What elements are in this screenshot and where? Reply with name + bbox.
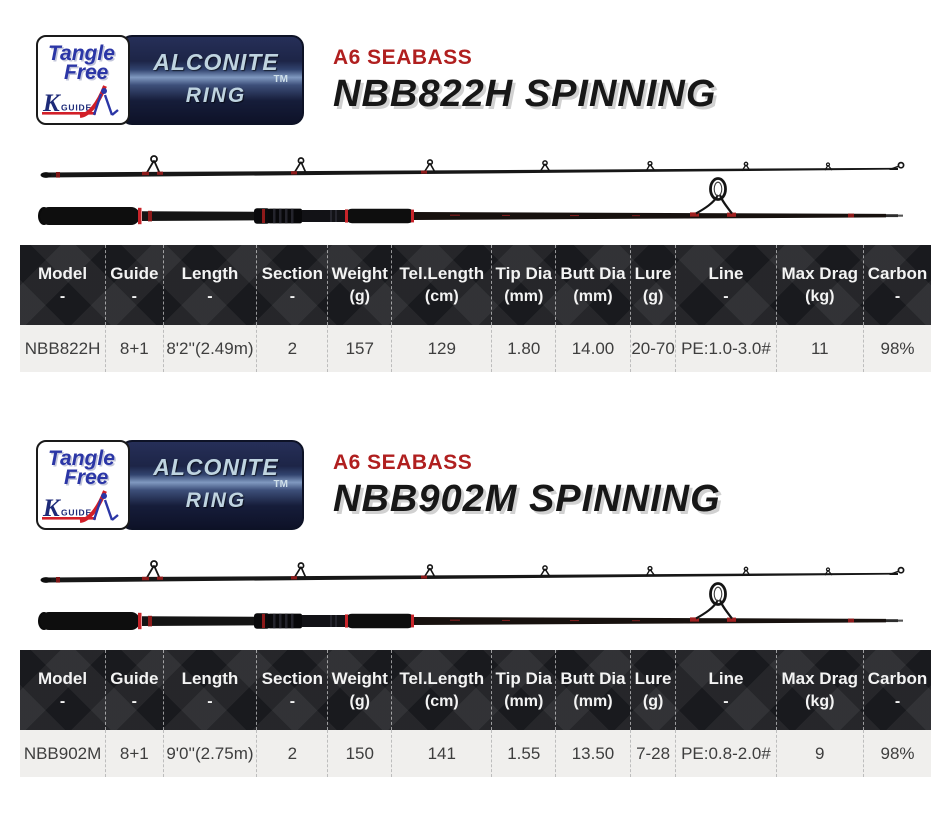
rod-image bbox=[30, 145, 920, 240]
ring-label: RING bbox=[185, 84, 247, 107]
col-header-line: Line - bbox=[676, 245, 776, 325]
cell-weight: 157 bbox=[328, 325, 392, 372]
cell-weight: 150 bbox=[328, 730, 392, 777]
col-header-lure: Lure (g) bbox=[630, 650, 676, 730]
col-header-tel-length: Tel.Length (cm) bbox=[392, 650, 492, 730]
cell-butt-dia: 14.00 bbox=[556, 325, 631, 372]
col-header-line: Line - bbox=[676, 650, 776, 730]
cell-guide: 8+1 bbox=[106, 325, 163, 372]
alconite-ring-badge bbox=[120, 35, 304, 125]
tangle-free-logo bbox=[36, 35, 130, 125]
cell-tip-dia: 1.80 bbox=[492, 325, 556, 372]
cell-tip-dia: 1.55 bbox=[492, 730, 556, 777]
brand-badge bbox=[36, 440, 304, 530]
kguide-k: K bbox=[43, 495, 60, 522]
cell-max-drag: 11 bbox=[776, 325, 863, 372]
col-header-max-drag: Max Drag (kg) bbox=[776, 650, 863, 730]
cell-section: 2 bbox=[257, 325, 328, 372]
tangle-free-logo bbox=[36, 440, 130, 530]
col-header-weight: Weight (g) bbox=[328, 245, 392, 325]
rod-tip-piece bbox=[41, 156, 904, 178]
series-title: A6 SEABASS bbox=[333, 451, 473, 474]
rod-tip-piece bbox=[41, 561, 904, 583]
col-header-guide: Guide - bbox=[106, 245, 163, 325]
spec-data-row bbox=[20, 325, 931, 372]
model-title: NBB822H SPINNING bbox=[333, 73, 717, 115]
cell-carbon: 98% bbox=[880, 338, 915, 358]
cell-length: 8'2''(2.49m) bbox=[163, 325, 257, 372]
alconite-ring-badge bbox=[120, 440, 304, 530]
kguide-guide: GUIDE bbox=[61, 507, 92, 518]
kguide-guide: GUIDE bbox=[61, 102, 92, 113]
free-label: Free bbox=[64, 466, 109, 490]
logo-blue-figure bbox=[94, 94, 118, 115]
cell-max-drag: 9 bbox=[776, 730, 863, 777]
cell-tel-length: 141 bbox=[392, 730, 492, 777]
alconite-label: ALCONITE bbox=[153, 49, 279, 75]
col-header-section: Section - bbox=[257, 245, 328, 325]
product-section-nbb902m bbox=[0, 405, 950, 810]
col-header-section: Section - bbox=[257, 650, 328, 730]
spec-table-nbb822h bbox=[20, 245, 931, 372]
model-title: NBB902M SPINNING bbox=[333, 478, 721, 520]
title-block bbox=[333, 46, 716, 116]
product-section-nbb822h bbox=[0, 0, 950, 405]
cell-carbon: 98% bbox=[880, 743, 915, 763]
title-block bbox=[333, 451, 721, 521]
trademark-symbol: TM bbox=[273, 479, 288, 490]
cell-lure: 7-28 bbox=[630, 730, 676, 777]
cell-line: PE:1.0-3.0# bbox=[676, 325, 776, 372]
col-header-model: Model - bbox=[20, 245, 106, 325]
cell-lure: 20-70 bbox=[630, 325, 676, 372]
tangle-free-text bbox=[38, 44, 128, 83]
spec-header-row bbox=[20, 650, 931, 730]
rod-butt-piece bbox=[38, 584, 903, 631]
series-title: A6 SEABASS bbox=[333, 46, 473, 69]
col-header-guide: Guide - bbox=[106, 650, 163, 730]
col-header-max-drag: Max Drag (kg) bbox=[776, 245, 863, 325]
col-header-length: Length - bbox=[163, 650, 257, 730]
cell-model: NBB902M bbox=[20, 730, 106, 777]
trademark-symbol: TM bbox=[273, 74, 288, 85]
free-label: Free bbox=[64, 61, 109, 85]
tangle-label: Tangle bbox=[48, 42, 115, 65]
col-header-butt-dia: Butt Dia (mm) bbox=[556, 245, 631, 325]
col-header-carbon: Carbon - bbox=[867, 264, 928, 305]
tangle-label: Tangle bbox=[48, 447, 115, 470]
spec-data-row bbox=[20, 730, 931, 777]
col-header-model: Model - bbox=[20, 650, 106, 730]
cell-section: 2 bbox=[257, 730, 328, 777]
col-header-length: Length - bbox=[163, 245, 257, 325]
col-header-carbon: Carbon - bbox=[867, 669, 928, 710]
kguide-logo-mark bbox=[42, 487, 126, 525]
ring-label: RING bbox=[185, 489, 247, 512]
spec-table-nbb902m bbox=[20, 650, 931, 777]
cell-butt-dia: 13.50 bbox=[556, 730, 631, 777]
cell-tel-length: 129 bbox=[392, 325, 492, 372]
kguide-logo-mark bbox=[42, 82, 126, 120]
kguide-k: K bbox=[43, 90, 60, 117]
cell-model: NBB822H bbox=[20, 325, 106, 372]
col-header-butt-dia: Butt Dia (mm) bbox=[556, 650, 631, 730]
rod-butt-piece bbox=[38, 179, 903, 226]
tangle-free-text bbox=[38, 449, 128, 488]
brand-badge bbox=[36, 35, 304, 125]
cell-guide: 8+1 bbox=[106, 730, 163, 777]
cell-line: PE:0.8-2.0# bbox=[676, 730, 776, 777]
col-header-tip-dia: Tip Dia (mm) bbox=[492, 245, 556, 325]
spec-header-row bbox=[20, 245, 931, 325]
col-header-tel-length: Tel.Length (cm) bbox=[392, 245, 492, 325]
alconite-label: ALCONITE bbox=[153, 454, 279, 480]
cell-length: 9'0''(2.75m) bbox=[163, 730, 257, 777]
rod-image bbox=[30, 550, 920, 645]
col-header-tip-dia: Tip Dia (mm) bbox=[492, 650, 556, 730]
logo-blue-figure bbox=[94, 499, 118, 520]
col-header-weight: Weight (g) bbox=[328, 650, 392, 730]
col-header-lure: Lure (g) bbox=[630, 245, 676, 325]
